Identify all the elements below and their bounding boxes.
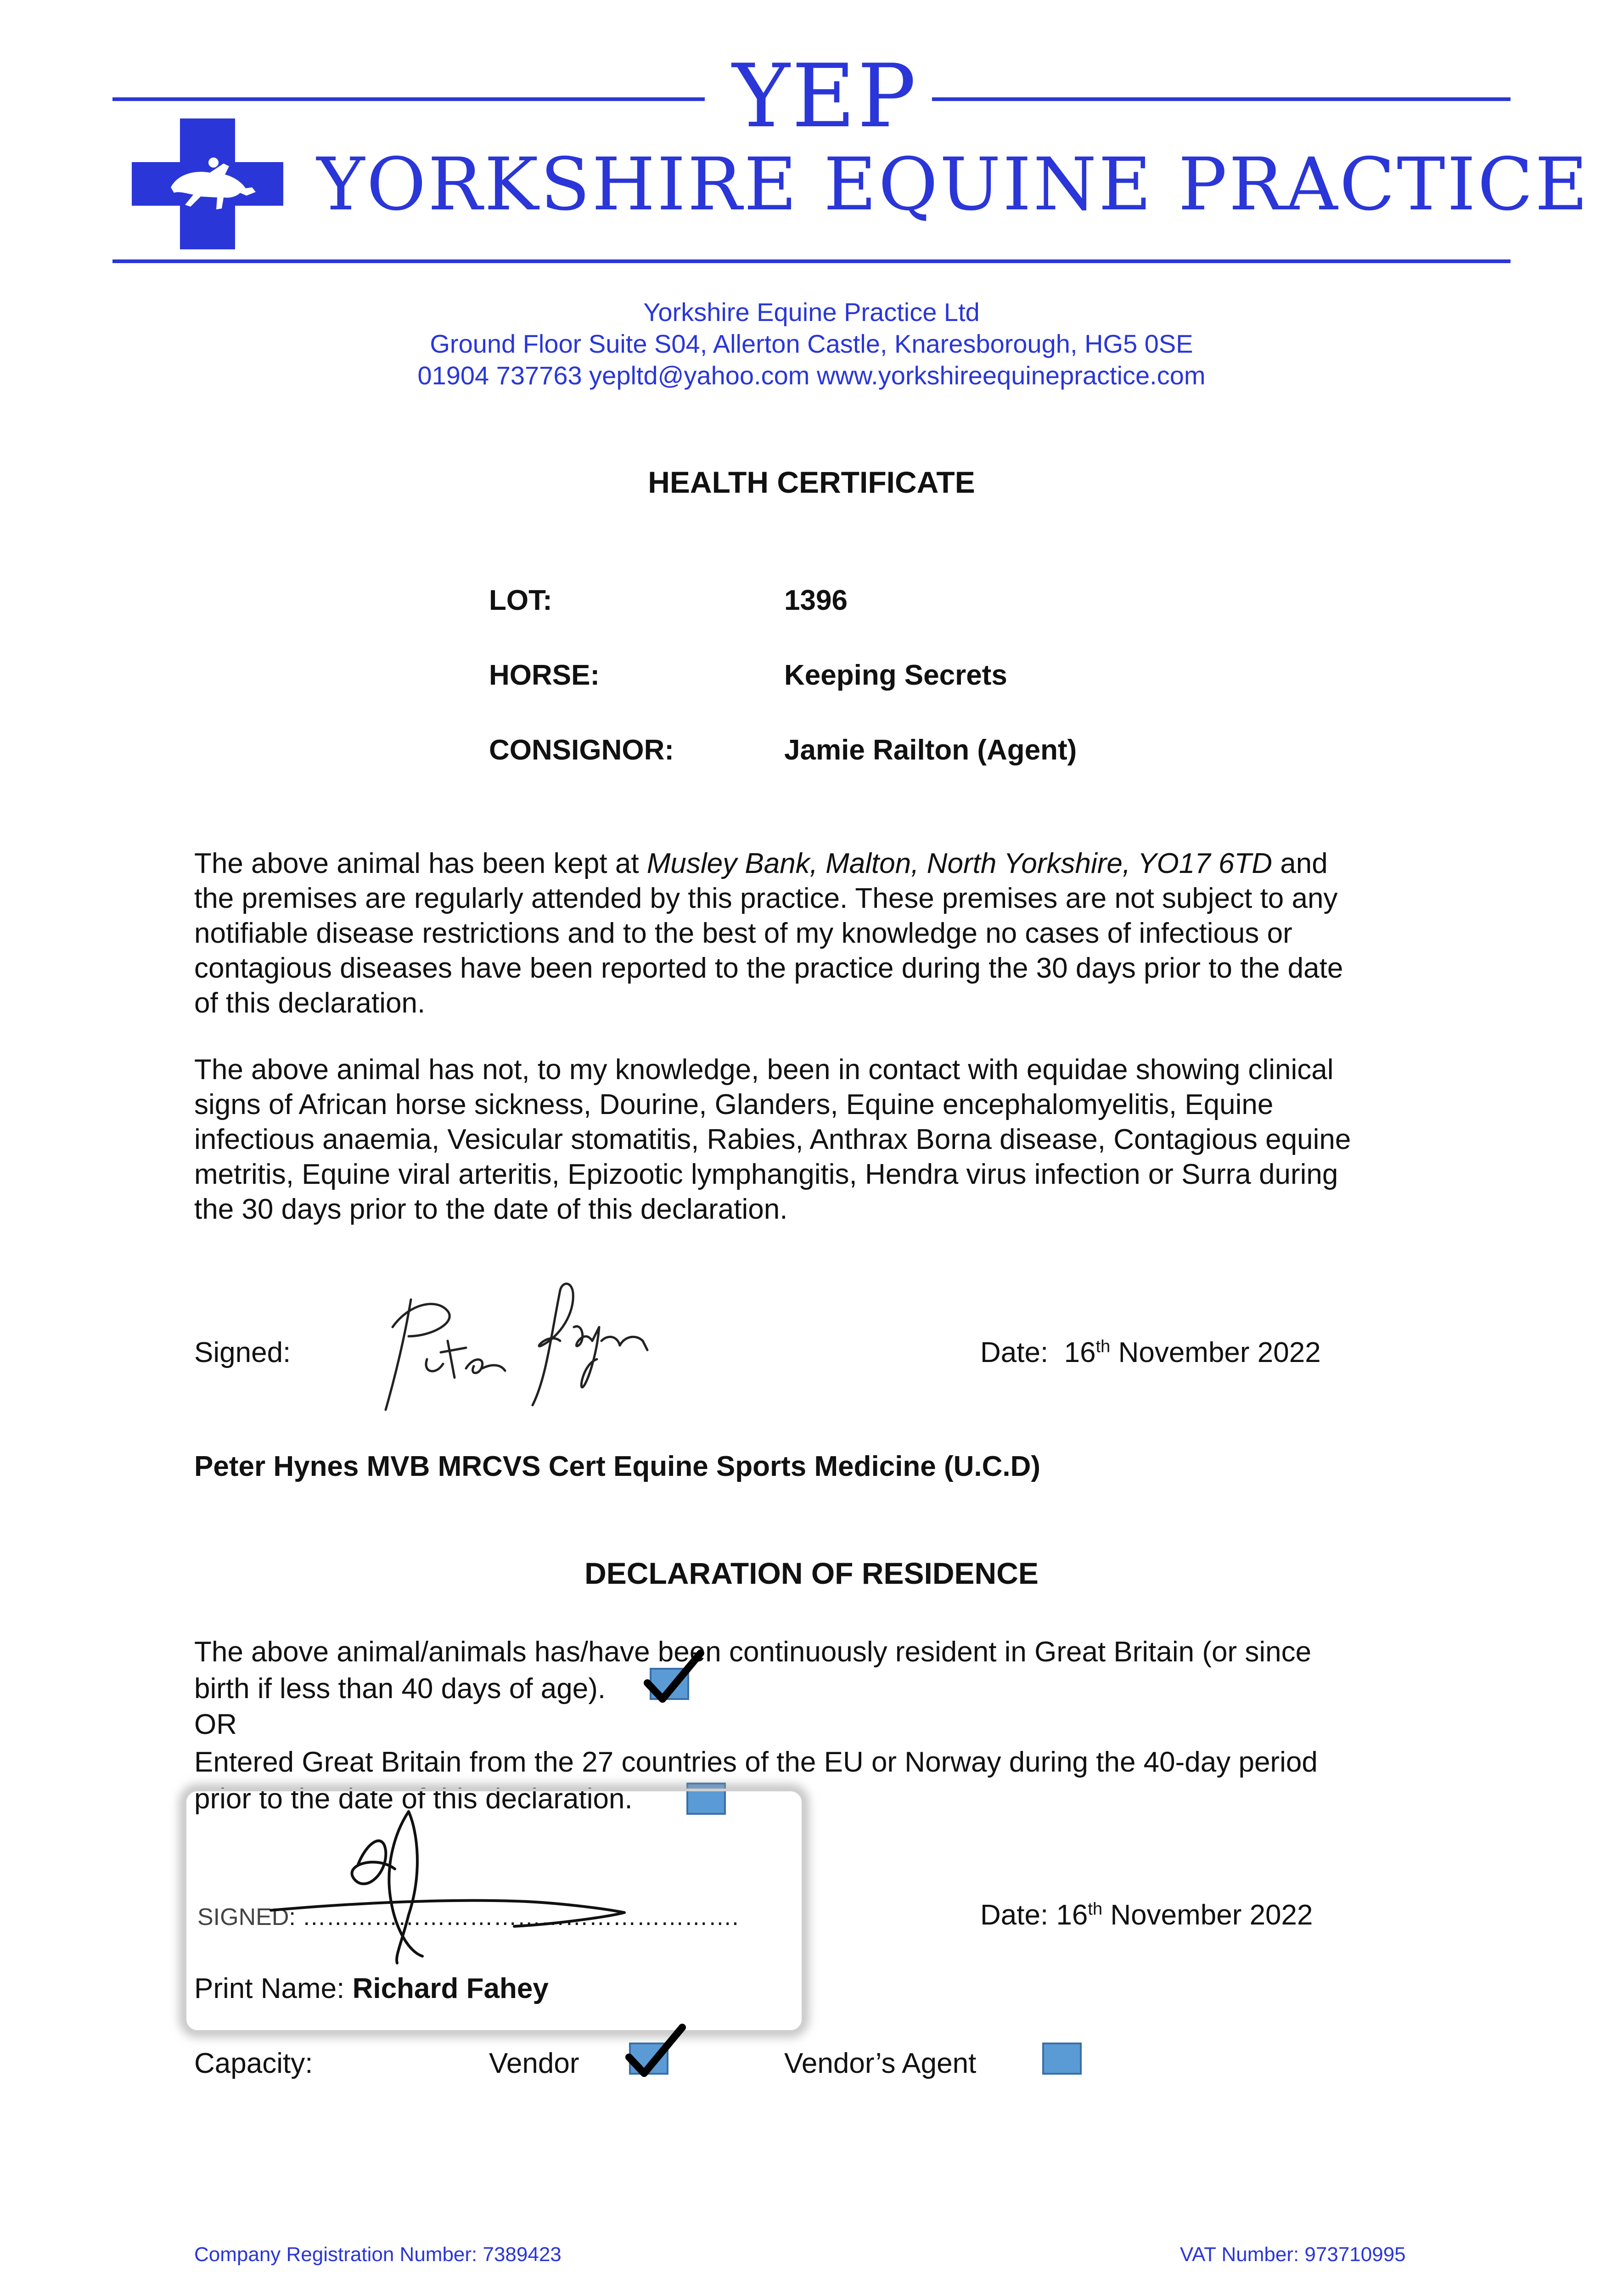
vendor-label: Vendor xyxy=(489,2048,579,2079)
disease-line-1: The above animal has not, to my knowledge, been in contact with equidae showing clinical xyxy=(194,1054,1334,1086)
residence-date-label: Date: xyxy=(980,1899,1049,1931)
consignor-value: Jamie Railton (Agent) xyxy=(784,734,1077,766)
residence-opt1-line-2: birth if less than 40 days of age). xyxy=(194,1673,606,1705)
residence-date xyxy=(980,1899,1313,1931)
vet-date-day: 16 xyxy=(1064,1337,1096,1368)
print-name-label: Print Name: xyxy=(194,1973,345,2004)
logo-abbr: YEP xyxy=(732,45,918,147)
vet-date xyxy=(980,1336,1321,1369)
disease-line-4: metritis, Equine viral arteritis, Epizootic lymphangitis, Hendra virus infection or Surra during xyxy=(194,1159,1338,1190)
residence-opt2-line-1: Entered Great Britain from the 27 countries of the EU or Norway during the 40-day period xyxy=(194,1746,1318,1778)
header-line-top-left xyxy=(112,97,705,101)
residence-signed-dots: : ………………………………………………. xyxy=(289,1904,739,1930)
premises-paragraph xyxy=(194,846,1443,1021)
lot-value: 1396 xyxy=(784,585,848,616)
vet-name: Peter Hynes MVB MRCVS Cert Equine Sports Medicine (U.C.D) xyxy=(194,1451,1041,1482)
horse-label: HORSE: xyxy=(489,659,600,691)
residence-signed-label: SIGNED xyxy=(197,1904,289,1930)
residence-date-rest: November 2022 xyxy=(1110,1899,1313,1931)
disease-line-5: the 30 days prior to the date of this declaration. xyxy=(194,1193,788,1225)
premises-address: Musley Bank, Malton, North Yorkshire, YO17 6TD xyxy=(646,848,1273,879)
vendor-checkmark-icon xyxy=(623,2023,688,2082)
lot-label: LOT: xyxy=(489,585,552,616)
premises-line-4: contagious diseases have been reported to the practice during the 30 days prior to the date xyxy=(194,952,1343,984)
residence-opt1-line-1: The above animal/animals has/have been continuously resident in Great Britain (or since xyxy=(194,1636,1312,1668)
disease-line-2: signs of African horse sickness, Dourine, Glanders, Equine encephalomyelitis, Equine xyxy=(194,1089,1274,1120)
certificate-title: HEALTH CERTIFICATE xyxy=(648,465,975,499)
disease-line-3: infectious anaemia, Vesicular stomatitis, Rabies, Anthrax Borna disease, Contagious equine xyxy=(194,1124,1351,1155)
residence-date-day: 16 xyxy=(1056,1899,1088,1931)
print-name-value: Richard Fahey xyxy=(352,1973,549,2004)
address-line-2: Ground Floor Suite S04, Allerton Castle, Knaresborough, HG5 0SE xyxy=(430,329,1193,358)
residence-date-suffix: th xyxy=(1088,1899,1103,1919)
premises-line-2: the premises are regularly attended by this practice. These premises are not subject to any xyxy=(194,883,1338,914)
capacity-label: Capacity: xyxy=(194,2048,313,2079)
header-line-bottom xyxy=(112,259,1511,263)
address-line-1: Yorkshire Equine Practice Ltd xyxy=(643,298,980,326)
logo-name: YORKSHIRE EQUINE PRACTICE xyxy=(317,142,1590,227)
vet-date-suffix: th xyxy=(1095,1337,1111,1356)
vet-date-rest: November 2022 xyxy=(1118,1337,1321,1368)
premises-line-1: The above animal has been kept at Musley Bank, Malton, North Yorkshire, YO17 6TD and xyxy=(194,848,1328,879)
residence-opt2-line-2: prior to the date of this declaration. xyxy=(194,1783,633,1815)
premises-line-3: notifiable disease restrictions and to the best of my knowledge no cases of infectious or xyxy=(194,917,1292,949)
disease-paragraph xyxy=(194,1052,1443,1227)
premises-line-5: of this declaration. xyxy=(194,987,426,1019)
vendor-agent-checkbox[interactable] xyxy=(1042,2043,1082,2075)
residence-or: OR xyxy=(194,1709,237,1740)
address-line-3: 01904 737763 yepltd@yahoo.com www.yorkshireequinepractice.com xyxy=(417,361,1206,390)
print-name-line xyxy=(194,1972,549,2005)
company-registration: Company Registration Number: 7389423 xyxy=(194,2243,562,2266)
vet-signed-label: Signed: xyxy=(194,1337,291,1368)
vendor-agent-label: Vendor’s Agent xyxy=(784,2048,977,2079)
residence-title: DECLARATION OF RESIDENCE xyxy=(584,1556,1039,1590)
vet-date-label: Date: xyxy=(980,1337,1049,1368)
resident-gb-checkmark-icon xyxy=(642,1649,706,1708)
horse-value: Keeping Secrets xyxy=(784,659,1007,691)
vat-number: VAT Number: 973710995 xyxy=(1180,2243,1406,2266)
header-line-top-right xyxy=(932,97,1511,101)
horse-cross-icon xyxy=(132,118,283,249)
vendor-signature xyxy=(257,1805,652,1988)
consignor-label: CONSIGNOR: xyxy=(489,734,674,766)
vet-signature xyxy=(367,1272,670,1419)
